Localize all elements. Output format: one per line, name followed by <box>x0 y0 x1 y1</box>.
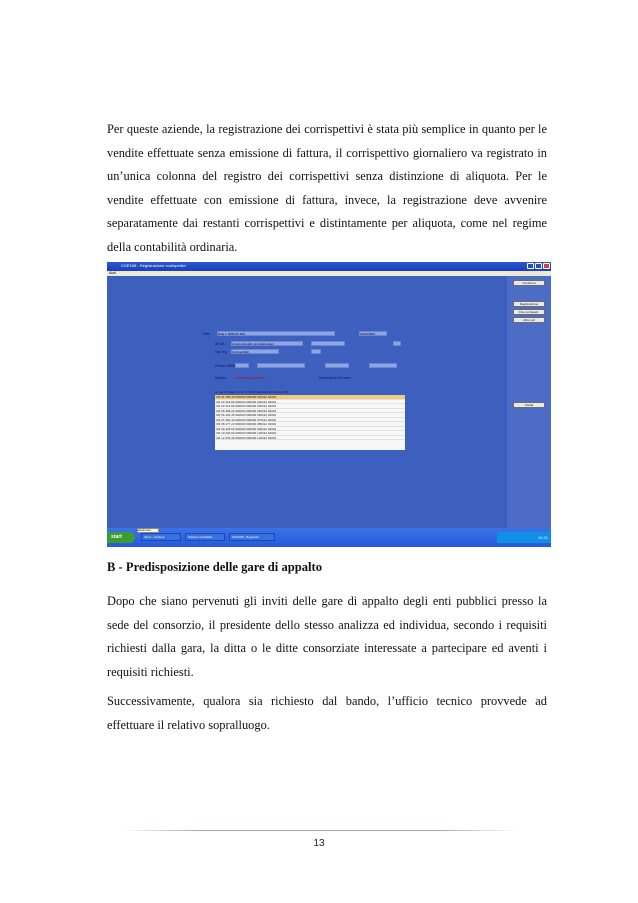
minimize-icon <box>527 263 534 269</box>
info-label: Informazioni IVA mese <box>319 376 351 380</box>
modello-label: Modello <box>215 376 227 380</box>
ditta-field: Ditta 1 TRIPOD SRL <box>217 331 335 336</box>
table-row: CR 12 233,46 000000 000000 120312 02001 <box>215 436 405 441</box>
att-field: Comm.dett.alim.prod.alimentari <box>231 341 303 346</box>
table-row: CR 05 298,26 000000 000000 050312 02001 <box>215 409 405 414</box>
att-small-field <box>393 341 401 346</box>
close-icon <box>543 263 550 269</box>
screenshot-btn-fine: Fine corrispett. <box>513 309 545 315</box>
tipo-extra-field <box>311 349 321 354</box>
paragraph-sopralluogo: Successivamente, qualora sia richiesto dal bando, l’ufficio tecnico provvede ad effettuare il relativo sopralluogo. <box>107 694 547 732</box>
cor-field <box>325 363 349 368</box>
table-row: CR 03 414,89 000000 000000 030312 02001 <box>215 404 405 409</box>
screenshot-table-header: Gr Gg Al Totale Ctr Al Nr CPE Data Riferim Cliente CIN <box>215 390 289 394</box>
paragraph-gare: Dopo che siano pervenuti gli inviti delle gare di appalto degli enti pubblici presso la sede del consorzio, il presidente dello stesso analizza ed individua, secondo i requisiti richiesti dalla gara, la ditta o le ditte consorziate interessate a partecipare ed aventi i requisiti richiesti. <box>107 594 547 679</box>
taskbar-item: Sistema Contabile <box>185 533 225 541</box>
screenshot-table <box>215 395 405 450</box>
table-row: CR 06 329,45 000000 000000 060312 02001 <box>215 413 405 418</box>
system-tray: 10.21 <box>497 532 551 543</box>
table-row: CR 01 183,45 000000 000000 010312 02001 <box>215 395 405 400</box>
periodo-field <box>235 363 249 368</box>
periodo-label: Periodo MMM <box>215 364 235 368</box>
screenshot-btn-uscita: Uscita <box>513 402 545 408</box>
screenshot-btn-conferma: Conferma <box>513 280 545 286</box>
att-extra-field <box>311 341 345 346</box>
screenshot-menubar <box>107 271 551 276</box>
screenshot-btn-registrazione: Registrazione <box>513 301 545 307</box>
screenshot-menu: Aiuti <box>109 271 116 275</box>
screenshot-right-panel <box>507 276 551 538</box>
table-row: CR 09 128,59 000000 000000 090312 02001 <box>215 427 405 432</box>
table-row: CR 10 234,59 000000 000000 100312 02001 <box>215 431 405 436</box>
page-number: 13 <box>313 838 325 849</box>
screenshot-tooltip: Hannover <box>137 528 159 533</box>
dif-field <box>369 363 397 368</box>
screenshot-taskbar <box>107 528 551 547</box>
taskbar-item: COE168 - Registraz. <box>229 533 275 541</box>
table-row: CR 02 223,86 000000 000000 020312 02001 <box>215 400 405 405</box>
tipo-label: Tipo reg. <box>215 350 228 354</box>
screenshot-title: COE168 - Registrazione corrispettivi <box>121 263 186 268</box>
screenshot-btn-altre: Altre opz <box>513 317 545 323</box>
tipo-field: Corr.ventilati <box>231 349 279 354</box>
section-heading: B - Predisposizione delle gare di appalto <box>107 560 323 574</box>
paragraph-intro: Per queste aziende, la registrazione dei corrispettivi è stata più semplice in quanto per le vendite effettuate senza emissione di fattura, il corrispettivo giornaliero va registrato in un’unica colonna del registro dei corrispettivi senza distinzione di aliquota. Per le vendite effettuate con emissione di fattura, invece, la registrazione deve avvenire separatamente dai restanti corrispettivi e distintamente per aliquota, come nel regime della contabilità ordinaria. <box>107 122 547 254</box>
embedded-screenshot <box>107 262 551 547</box>
ditta-label: Ditta <box>203 332 210 336</box>
att-label: Att IVA <box>215 342 225 346</box>
tot-field <box>257 363 305 368</box>
start-button: start <box>107 532 135 543</box>
screenshot-titlebar <box>107 262 551 271</box>
maximize-icon <box>535 263 542 269</box>
modello-value: Informazioni generali <box>235 376 265 380</box>
date-field: 31/03/2003 <box>359 331 387 336</box>
taskbar-item: Inbox - Outlook <box>141 533 181 541</box>
footer-divider <box>120 830 520 831</box>
table-row: CR 07 281,42 000000 000000 070312 02001 <box>215 418 405 423</box>
table-row: CR 08 177,22 000000 000000 080312 02001 <box>215 422 405 427</box>
